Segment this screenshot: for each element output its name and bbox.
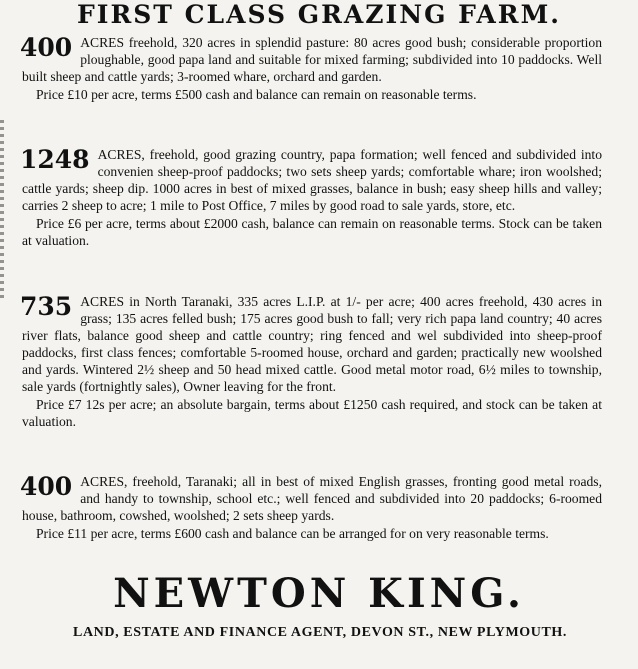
listing-description <box>22 34 602 85</box>
firm-tagline: LAND, ESTATE AND FINANCE AGENT, DEVON ST., NEW PLYMOUTH. <box>73 625 567 640</box>
firm-name: NEWTON KING. <box>113 570 525 617</box>
scan-edge-mark <box>0 120 4 300</box>
listing-description <box>22 473 602 524</box>
listing-acreage: 400 <box>20 472 73 501</box>
listing-text: ACRES in North Taranaki, 335 acres L.I.P. at 1/- per acre; 400 acres freehold, 430 acres in grass; 135 acres felled bush; 175 acres good bush to fall; very rich papa land country; 40 acres river flats, balance good sheep and cattle country; ring fenced and wel subdivided into sheep-proof paddocks, first class fences; comfortable 5-roomed house, orchard and garden; practically new woolshed and yards. Wintered 2½ sheep and 50 head mixed cattle. Good metal motor road, 6½ miles to township, sale yards (fortnightly sales), Owner leaving for the front. <box>22 294 602 394</box>
listing-1 <box>22 34 602 103</box>
ad-heading: FIRST CLASS GRAZING FARM. <box>77 0 561 29</box>
listing-description <box>22 146 602 214</box>
listing-price: Price £7 12s per acre; an absolute bargain, terms about £1250 cash required, and stock can be taken at valuation. <box>22 397 602 429</box>
listing-4 <box>22 473 602 542</box>
listing-acreage: 1248 <box>20 145 90 174</box>
listing-price: Price £6 per acre, terms about £2000 cash, balance can remain on reasonable terms. Stock can be taken at valuation. <box>22 216 602 248</box>
listing-price: Price £10 per acre, terms £500 cash and balance can remain on reasonable terms. <box>36 87 477 102</box>
listing-3 <box>22 293 602 430</box>
listing-2 <box>22 146 602 249</box>
listing-acreage: 735 <box>20 292 73 321</box>
listing-price: Price £11 per acre, terms £600 cash and balance can be arranged for on very reasonable terms. <box>36 526 549 541</box>
listing-text: ACRES, freehold, Taranaki; all in best of mixed English grasses, fronting good metal roads, and handy to township, school etc.; well fenced and subdivided into 20 paddocks; 6-roomed house, bathroom, cowshed, woolshed; 2 sets sheep yards. <box>22 474 602 523</box>
listing-text: ACRES, freehold, good grazing country, papa formation; well fenced and subdivided into convenien sheep-proof paddocks; two sets sheep yards; comfortable whare; iron woolshed; cattle yards; sheep dip. 1000 acres in best of mixed grasses, balance in bush; easy sheep hills and valley; carries 2 sheep to acre; 1 mile to Post Office, 7 miles by good road to sale yards, store, etc. <box>22 147 602 213</box>
listing-description <box>22 293 602 395</box>
listing-text: ACRES freehold, 320 acres in splendid pasture: 80 acres good bush; considerable proportion ploughable, good papa land and suitable for mixed farming; subdivided into 10 paddocks. Well built sheep and cattle yards; 3-roomed whare, orchard and garden. <box>22 35 602 84</box>
listing-acreage: 400 <box>20 33 73 62</box>
